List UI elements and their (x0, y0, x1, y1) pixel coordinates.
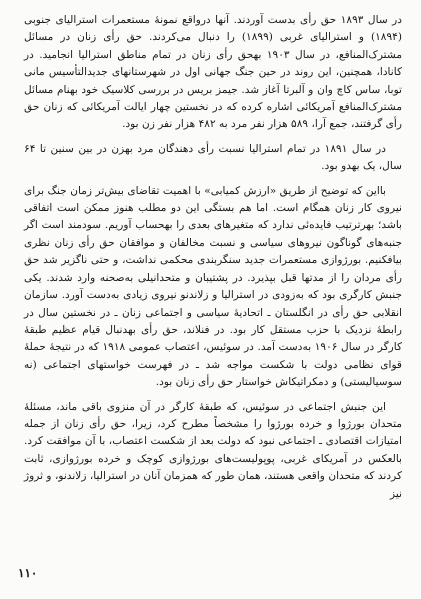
page-number: ۱۱۰ (18, 566, 38, 580)
paragraph-3: بااین که توضیح از طریق «ارزش کمیابی» با اهمیت تقاضای بیش‌تر زمان جنگ برای نیروی کار زنان همگام است. اما هم بستگی این دو مطلب هنوز ممکن است اتفاقی باشد؛ بهرترتیب فایده‌ئی ندارد که متغیرهای بعدی را بهحساب آوریم. سودمند است اگر جنبه‌های گوناگون نیروهای سیاسی و نسبت مخالفان و موافقان حق رأی زنان نظری بیافکنیم. بورژوازی مستعمرات جدید سنگربندی محکمی نداشت، و حتی ناگزیر شد حق رأی مردان را از مدتها قبل بپذیرد. در پشتیبان و متحدانیلی به‌صحنه وارد شدند. یکی جنبش کارگری بود که به‌زودی در استرالیا و زلاندنو نیروی زیادی به‌دست آورد. سازمان انقلابی حق رأی در انگلستان ـ اتحادیهٔ سیاسی و اجتماعی زنان ـ در نخستین سال در رابطهٔ نزدیک با حزب مستقل کار بود. در فنلاند، حق رأی بهدنبال قیام عظیم طبقهٔ کارگر در سال ۱۹۰۶ به‌دست آمد. در سوئیس، اعتصاب عمومی ۱۹۱۸ که در نتیجهٔ حملهٔ قوای نظامی دولت با شکست مواجه شد ـ در فهرست خواستهای اجتماعی (نه سوسیالیستی) و دمکراتیکاش خواستار حق رأی زنان بود. (24, 184, 403, 389)
paragraph-4: این جنبش اجتماعی در سوئیس، که طبقهٔ کارگر در آن منزوی باقی ماند، مسئلهٔ متحدان بورژوا و خرده بورژوا را مشخصاً مطرح کرد، زیرا، حق رأی زنان از جمله امتیازات اقتصادی ـ اجتماعی نبود که دولت بعد از شکست اعتصاب، با آن موافقت کرد. بالعکس در آمریکای غربی، پوپولیست‌های بورژوازی کوچک و خرده بورژوازی، ثابت کردند که متحدان واقعی هستند، همان طور که همزمان آنان در استرالیا، زلاندنو، و ثروژ نیز (24, 400, 402, 500)
body-text (24, 12, 402, 503)
paragraph-1: در سال ۱۸۹۳ حق رأی بدست آوردند. آنها درواقع نمونهٔ مستعمرات استرالیای جنوبی (۱۸۹۴) و استرالیای غربی (۱۸۹۹) را دنبال می‌کردند. حق رأی زنان در مسائل مشترک‌المنافع، در سال ۱۹۰۳ بهحق رأی زنان در تمام مناطق استرالیا انجامید. در کانادا، همچنین، این روند در حین جنگ جهانی اول در شهرستانهای جدیدالتأسیس مانی توبا، ساس کاچ وان و آلبرتا آغاز شد. جیمز بریس در بررسی کلاسیک خود بهنام مسائل مشترک‌المنافع آمریکائی اشاره کرده که در نخستین چهار ایالت آمریکائی که زنان حق رأی گرفتند، جمع آرا، ۵۸۹ هزار نفر مرد به ۴۸۲ هزار نفر زن بود. (24, 14, 403, 131)
paragraph-2: در سال ۱۸۹۱ در تمام استرالیا نسبت رأی دهندگان مرد بهزن در بین سنین تا ۶۴ سال، یک بهدو بود. (24, 142, 402, 173)
